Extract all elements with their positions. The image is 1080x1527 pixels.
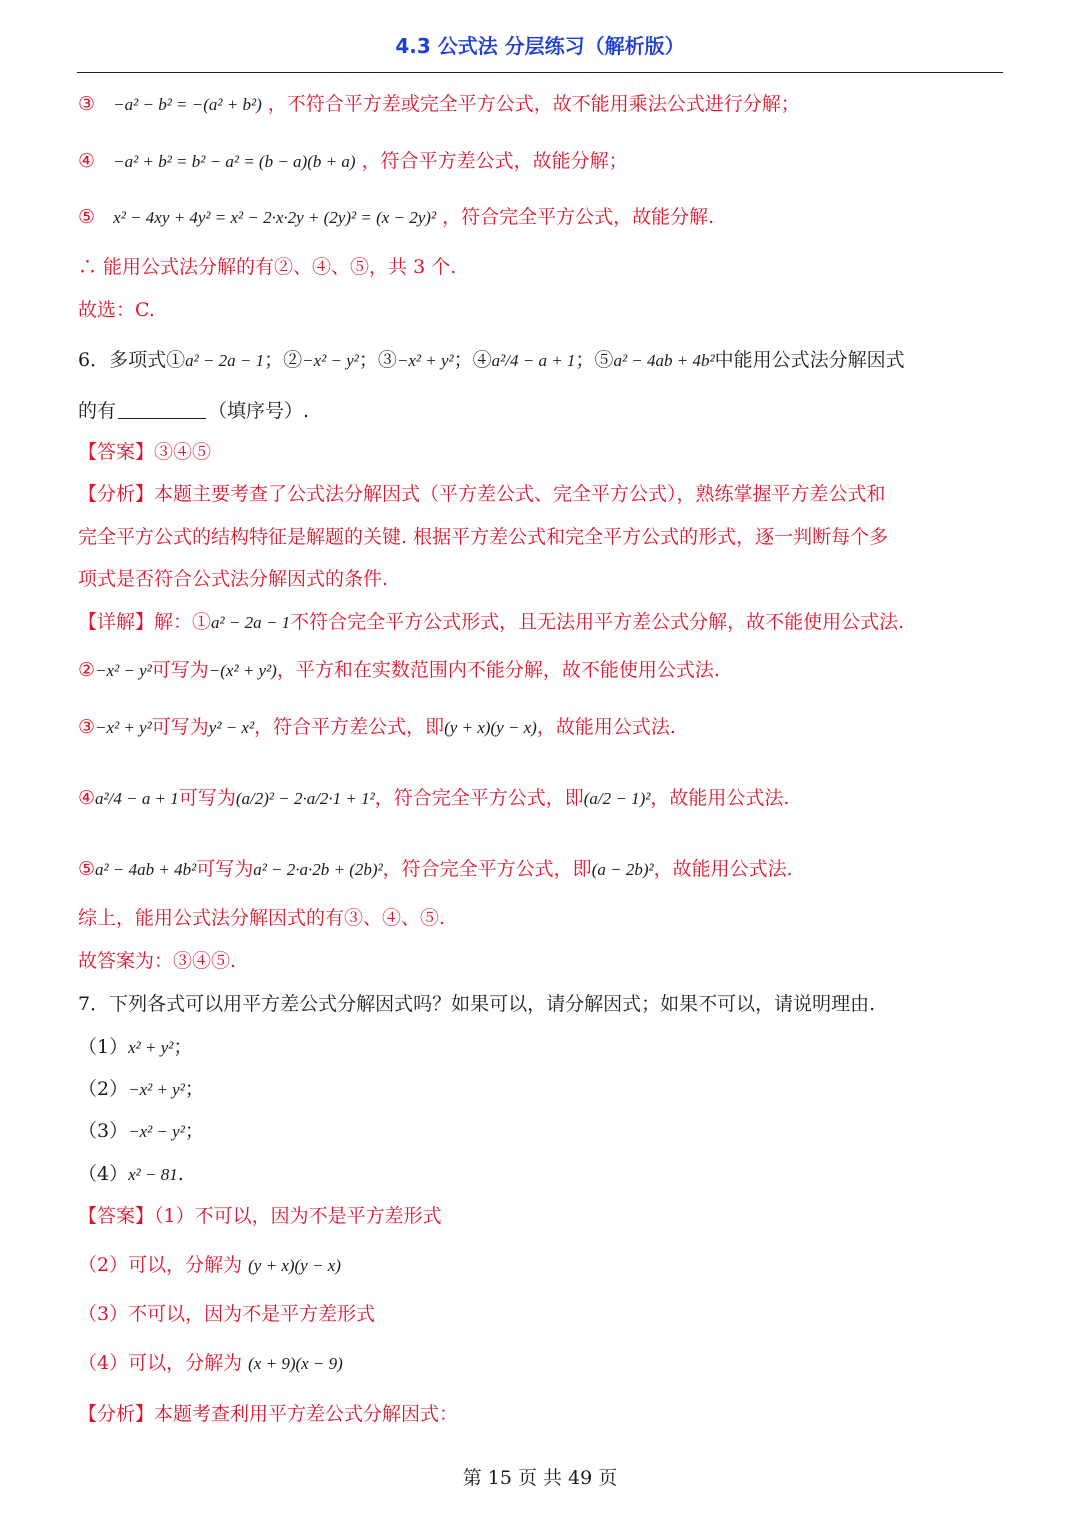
solution-line-5 [78,208,714,227]
formula: −x² − y² [302,351,359,370]
solution-text: ，符合平方差公式，故能分解； [361,150,628,172]
formula: y² − x² [208,718,255,737]
formula: −x² + y² [95,718,152,737]
answer-tag: 【答案】 [78,1205,155,1227]
item-number: ⑤ [78,858,96,880]
formula: (a − 2b)² [591,860,654,879]
formula: a² − 4ab + 4b² [613,351,715,370]
detail-text: ，故能用公式法. [650,787,790,809]
item-number: ⑤ [78,206,96,228]
part-number: （4） [78,1163,129,1185]
formula: −x² + y² [396,351,454,370]
detail-text: ，平方和在实数范围内不能分解，故不能使用公式法. [276,659,720,681]
answer-7-line-1 [78,1207,442,1226]
conclusion-line: ∴ 能用公式法分解的有②、④、⑤，共 3 个. [78,256,457,278]
item-number: ② [78,659,96,681]
solution-line-3 [78,95,800,114]
answer-7-line-2 [78,1256,341,1275]
question-7-part-4 [78,1165,184,1184]
detail-text: ，故能用公式法. [536,716,676,738]
formula: a²/4 − a + 1 [95,789,179,808]
formula: (a/2 − 1)² [583,789,651,808]
analysis-6-line-3: 项式是否符合公式法分解因式的条件. [78,568,389,590]
header-rule [77,72,1003,73]
question-6-line-2 [78,400,309,421]
detail-6-line-2 [78,661,720,680]
detail-text: 解：① [154,611,212,633]
answer-text: ③④⑤ [154,441,212,463]
answer-text: （4）可以，分解为 [78,1352,243,1374]
formula: x² − 81 [128,1165,178,1184]
answer-text: （1）不可以，因为不是平方差形式 [154,1205,442,1227]
item-number: ④ [78,787,96,809]
detail-text: 可写为 [151,659,209,681]
detail-text: ，符合平方差公式，即 [254,716,445,738]
formula: a²/4 − a + 1 [491,351,576,370]
item-number: ④ [78,150,96,172]
part-number: （1） [78,1036,129,1058]
question-text: ；② [264,349,303,371]
choice-line: 故选：C. [78,299,155,321]
item-number: ③ [78,93,96,115]
detail-6-line-1 [78,613,904,632]
formula: (a/2)² − 2·a/2·1 + 1² [235,789,375,808]
question-text: ；③ [358,349,397,371]
formula: −x² − y² [128,1122,185,1141]
formula: a² − 2a − 1 [211,613,291,632]
summary-6: 综上，能用公式法分解因式的有③、④、⑤. [78,907,446,929]
question-7: 7．下列各式可以用平方差公式分解因式吗？如果可以，请分解因式；如果不可以，请说明理由. [78,993,876,1015]
question-text: ；⑤ [575,349,614,371]
formula: a² − 2a − 1 [185,351,265,370]
formula: a² − 4ab + 4b² [95,860,197,879]
solution-text: ，符合完全平方公式，故能分解. [442,206,715,228]
analysis-tag: 【分析】 [78,1403,155,1425]
formula: (x + 9)(x − 9) [248,1354,343,1373]
formula: (y + x)(y − x) [248,1256,341,1275]
detail-text: 可写为 [196,858,254,880]
punctuation: ； [184,1078,204,1100]
analysis-text: 本题考查利用平方差公式分解因式： [154,1403,459,1425]
answer-tag: 【答案】 [78,441,155,463]
punctuation: . [177,1163,184,1185]
detail-text: ，符合完全平方公式，即 [382,858,592,880]
question-6 [78,351,905,370]
question-7-part-2 [78,1080,204,1099]
question-text: ；④ [453,349,492,371]
page-footer: 第 15 页 共 49 页 [462,1467,618,1489]
final-answer-6: 故答案为：③④⑤. [78,950,237,972]
question-text: （填序号）. [208,400,310,422]
detail-tag: 【详解】 [78,611,155,633]
detail-6-line-3 [78,718,676,737]
analysis-text: 本题主要考查了公式法分解因式（平方差公式、完全平方公式），熟练掌握平方差公式和 [154,483,886,505]
question-text: 的有 [78,400,117,422]
answer-blank[interactable] [118,400,206,419]
question-text: 6．多项式① [78,349,186,371]
analysis-7 [78,1405,458,1424]
detail-text: 可写为 [178,787,236,809]
formula: x² + y² [128,1038,174,1057]
formula: −(x² + y²) [208,661,277,680]
part-number: （2） [78,1078,129,1100]
solution-text: ，不符合平方差或完全平方公式，故不能用乘法公式进行分解； [267,93,800,115]
formula: −x² − y² [95,661,152,680]
formula: −a² + b² = b² − a² = (b − a)(b + a) [113,152,356,171]
answer-7-line-3: （3）不可以，因为不是平方差形式 [78,1303,376,1325]
formula: (y + x)(y − x) [444,718,537,737]
detail-6-line-4 [78,789,789,808]
question-7-part-1 [78,1038,192,1057]
analysis-tag: 【分析】 [78,483,155,505]
answer-text: （2）可以，分解为 [78,1254,243,1276]
formula: −x² + y² [128,1080,185,1099]
analysis-6-line-2: 完全平方公式的结构特征是解题的关键. 根据平方差公式和完全平方公式的形式，逐一判断每个多 [78,526,889,548]
detail-text: ，符合完全平方公式，即 [374,787,584,809]
detail-text: 可写为 [151,716,209,738]
answer-7-line-4 [78,1354,343,1373]
detail-text: ，故能用公式法. [653,858,793,880]
formula: −a² − b² = −(a² + b²) [113,95,262,114]
formula: a² − 2·a·2b + (2b)² [253,860,383,879]
question-7-part-3 [78,1122,204,1141]
item-number: ③ [78,716,96,738]
part-number: （3） [78,1120,129,1142]
analysis-6-line-1 [78,485,886,504]
answer-6 [78,443,211,462]
solution-line-4 [78,152,628,171]
formula: x² − 4xy + 4y² = x² − 2·x·2y + (2y)² = (x − 2y)² [113,208,437,227]
page-header-title: 4.3 公式法 分层练习（解析版） [395,34,685,58]
detail-text: 不符合完全平方公式形式，且无法用平方差公式分解，故不能使用公式法. [290,611,905,633]
question-text: 中能用公式法分解因式 [714,349,905,371]
punctuation: ； [173,1036,193,1058]
detail-6-line-5 [78,860,793,879]
punctuation: ； [184,1120,204,1142]
